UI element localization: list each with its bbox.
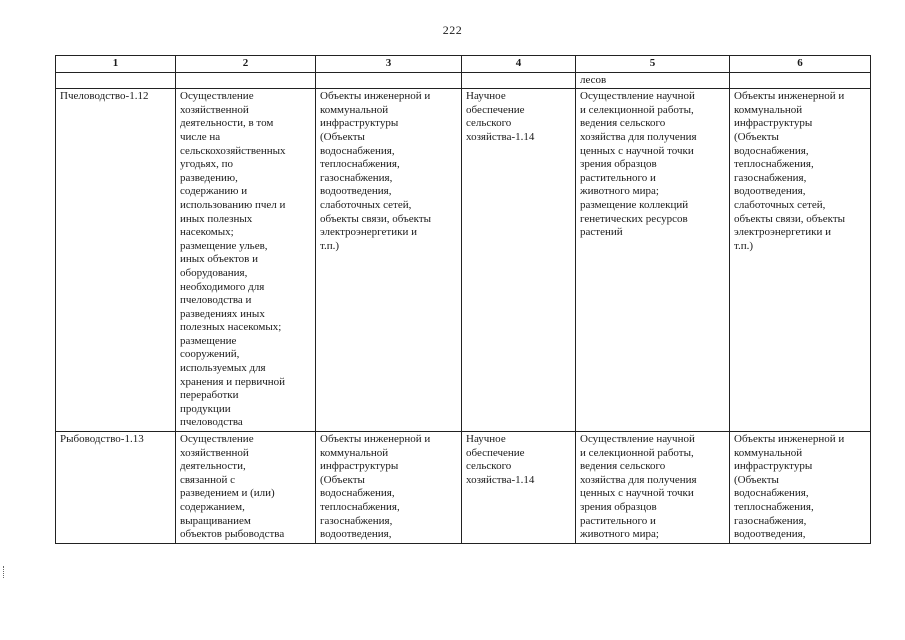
activity-description: Осуществление хозяйственной деятельности, связанной с разведением и (или) содержанием, выращиванием объектов рыбоводства — [176, 432, 316, 544]
conditional-auxiliary-use: Объекты инженерной и коммунальной инфраструктуры (Объекты водоснабжения, теплоснабжения, газоснабжения, водоотведения, слаботочных сетей, объекты связи, объекты электроэнергетики и т.п.) — [730, 89, 871, 432]
table-row-beekeeping — [56, 89, 871, 432]
margin-mark — [3, 566, 8, 578]
auxiliary-use: Объекты инженерной и коммунальной инфраструктуры (Объекты водоснабжения, теплоснабжения, газоснабжения, водоотведения, — [316, 432, 462, 544]
header-row — [56, 56, 871, 73]
header-col-2: 2 — [176, 56, 316, 73]
header-col-3: 3 — [316, 56, 462, 73]
activity-description: Осуществление хозяйственной деятельности, в том числе на сельскохозяйственных угодьях, по разведению, содержанию и использованию пчел и иных полезных насекомых; размещение ульев, иных объектов и оборудования, необходимого для пчеловодства и разведениях иных полезных насекомых; размещение сооружений, используемых для хранения и первичной переработки продукции пчеловодства — [176, 89, 316, 432]
header-col-6: 6 — [730, 56, 871, 73]
conditional-use-name: Научное обеспечение сельского хозяйства-1.14 — [462, 89, 576, 432]
header-col-5: 5 — [576, 56, 730, 73]
table-cell — [56, 72, 176, 89]
zoning-table — [55, 55, 871, 544]
header-col-4: 4 — [462, 56, 576, 73]
continuation-row — [56, 72, 871, 89]
header-col-1: 1 — [56, 56, 176, 73]
activity-name: Пчеловодство-1.12 — [56, 89, 176, 432]
table-cell — [462, 72, 576, 89]
page-number: 222 — [442, 23, 463, 37]
table-row-fish-farming — [56, 432, 871, 544]
conditional-auxiliary-use: Объекты инженерной и коммунальной инфраструктуры (Объекты водоснабжения, теплоснабжения, газоснабжения, водоотведения, — [730, 432, 871, 544]
conditional-use-description: Осуществление научной и селекционной работы, ведения сельского хозяйства для получения ценных с научной точки зрения образцов растительного и животного мира; размещение коллекций генетических ресурсов растений — [576, 89, 730, 432]
activity-name: Рыбоводство-1.13 — [56, 432, 176, 544]
table-cell — [730, 72, 871, 89]
table-cell: лесов — [576, 72, 730, 89]
table-body — [56, 72, 871, 543]
table-cell — [316, 72, 462, 89]
table-cell — [176, 72, 316, 89]
auxiliary-use: Объекты инженерной и коммунальной инфраструктуры (Объекты водоснабжения, теплоснабжения, газоснабжения, водоотведения, слаботочных сетей, объекты связи, объекты электроэнергетики и т.п.) — [316, 89, 462, 432]
conditional-use-name: Научное обеспечение сельского хозяйства-1.14 — [462, 432, 576, 544]
table-header — [56, 56, 871, 73]
conditional-use-description: Осуществление научной и селекционной работы, ведения сельского хозяйства для получения ценных с научной точки зрения образцов растительного и животного мира; — [576, 432, 730, 544]
